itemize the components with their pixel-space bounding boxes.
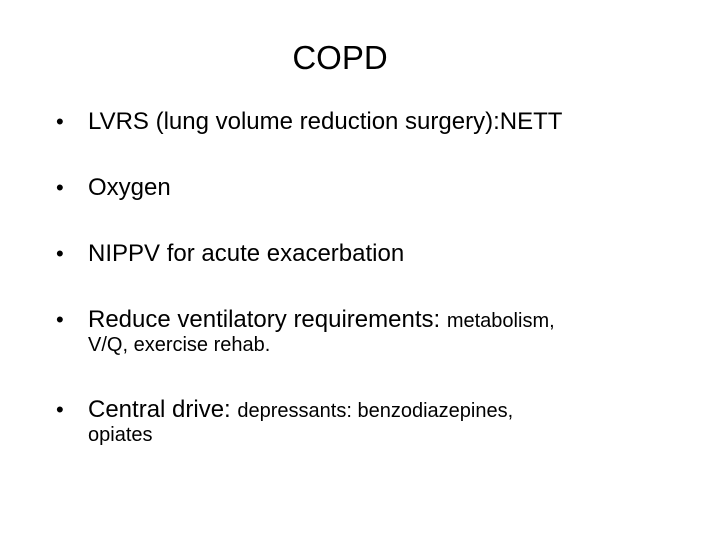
bullet-detail: metabolism, bbox=[446, 310, 555, 332]
bullet-text: Oxygen bbox=[88, 174, 171, 201]
bullet-icon: • bbox=[56, 397, 64, 422]
slide-title bbox=[0, 38, 680, 78]
bullet-text-group bbox=[88, 396, 513, 425]
bullet-continuation: V/Q, exercise rehab. bbox=[88, 334, 271, 356]
bullet-text: Reduce ventilatory requirements: bbox=[88, 306, 441, 333]
bullet-detail: depressants: benzodiazepines, bbox=[237, 400, 514, 422]
bullet-icon: • bbox=[56, 307, 64, 332]
bullet-text: Central drive: bbox=[88, 396, 231, 423]
bullet-icon: • bbox=[56, 241, 64, 266]
bullet-text: NIPPV for acute exacerbation bbox=[88, 240, 405, 267]
bullet-icon: • bbox=[56, 175, 64, 200]
slide-title-text: COPD bbox=[292, 39, 388, 76]
bullet-continuation: opiates bbox=[88, 424, 153, 446]
bullet-icon: • bbox=[56, 109, 64, 134]
bullet-text: LVRS (lung volume reduction surgery):NETT bbox=[88, 108, 563, 135]
bullet-text-group bbox=[88, 306, 555, 335]
